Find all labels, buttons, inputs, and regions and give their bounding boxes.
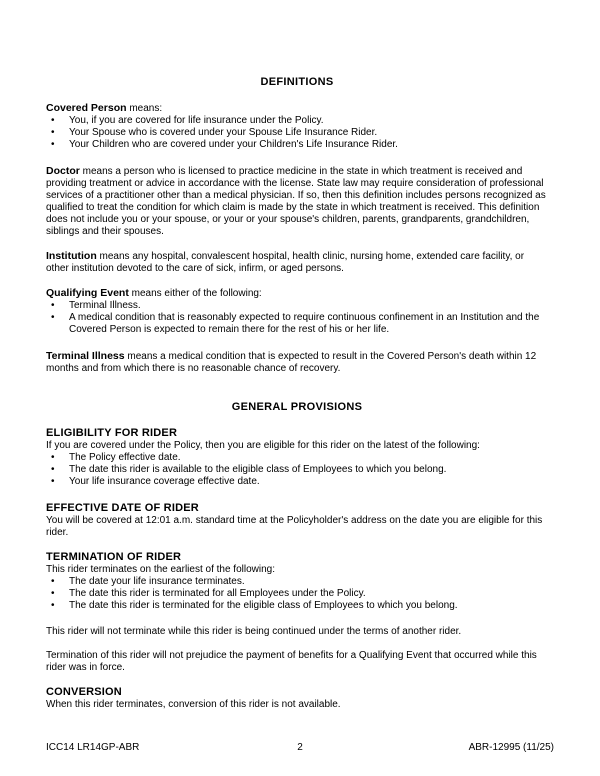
qualifying-event-term: Qualifying Event bbox=[46, 287, 129, 299]
doctor-term: Doctor bbox=[46, 165, 80, 177]
list-item: • Your Children who are covered under your Children's Life Insurance Rider. bbox=[46, 139, 548, 151]
effective-date-body: You will be covered at 12:01 a.m. standard time at the Policyholder's address on the date you are eligible for this rider. bbox=[46, 515, 543, 538]
footer-page-number: 2 bbox=[297, 742, 303, 753]
footer-doc-number: ABR-12995 (11/25) bbox=[468, 742, 554, 753]
effective-date-heading: EFFECTIVE DATE OF RIDER bbox=[46, 502, 199, 514]
covered-person-definition bbox=[46, 102, 548, 115]
conversion-body: When this rider terminates, conversion of this rider is not available. bbox=[46, 699, 341, 710]
terminal-illness-text: means a medical condition that is expected to result in the Covered Person's death within 12 months and from which there is no reasonable chance of recovery. bbox=[46, 351, 537, 374]
eligibility-list bbox=[46, 452, 548, 488]
doctor-definition bbox=[46, 165, 548, 238]
list-item: • A medical condition that is reasonably expected to require continuous confinement in an Institution and the Covered Person is expected to remain there for the rest of his or her life. bbox=[46, 312, 548, 336]
list-item: • Terminal Illness. bbox=[46, 300, 548, 312]
doctor-text: means a person who is licensed to practice medicine in the state in which treatment is received and providing treatment or advice in accordance with the license. State law may require consideration of professional services of a practitioner other than a medical physician. If so, then this definition includes persons recognized as qualified to treat the condition for which claim is made by the state in which treatment is received. This definition does not include you or your spouse, or your or your spouse's children, parents, grandparents, grandchildren, siblings and their spouses. bbox=[46, 166, 546, 237]
covered-person-list bbox=[46, 115, 548, 151]
definitions-heading: DEFINITIONS bbox=[260, 76, 334, 88]
list-item: • The Policy effective date. bbox=[46, 452, 548, 464]
terminal-illness-definition bbox=[46, 350, 548, 375]
list-item: • You, if you are covered for life insurance under the Policy. bbox=[46, 115, 548, 127]
list-item: • The date this rider is terminated for all Employees under the Policy. bbox=[46, 588, 548, 600]
list-item: • The date this rider is available to the eligible class of Employees to which you belong. bbox=[46, 464, 548, 476]
termination-list bbox=[46, 576, 548, 612]
qualifying-event-list bbox=[46, 300, 548, 336]
list-item: • The date your life insurance terminates. bbox=[46, 576, 548, 588]
list-item: • The date this rider is terminated for the eligible class of Employees to which you belong. bbox=[46, 600, 548, 612]
termination-heading: TERMINATION OF RIDER bbox=[46, 551, 182, 563]
page-footer bbox=[46, 742, 554, 754]
eligibility-heading: ELIGIBILITY FOR RIDER bbox=[46, 427, 178, 439]
qualifying-event-definition bbox=[46, 287, 548, 300]
footer-form-number: ICC14 LR14GP-ABR bbox=[46, 742, 140, 753]
termination-intro: This rider terminates on the earliest of the following: bbox=[46, 564, 275, 575]
list-item: • Your Spouse who is covered under your Spouse Life Insurance Rider. bbox=[46, 127, 548, 139]
institution-term: Institution bbox=[46, 250, 97, 262]
terminal-illness-term: Terminal Illness bbox=[46, 350, 125, 362]
qualifying-event-text: means either of the following: bbox=[131, 288, 262, 299]
conversion-heading: CONVERSION bbox=[46, 686, 122, 698]
termination-note: This rider will not terminate while this rider is being continued under the terms of another rider. bbox=[46, 626, 462, 637]
eligibility-intro: If you are covered under the Policy, then you are eligible for this rider on the latest of the following: bbox=[46, 440, 480, 451]
termination-benefits-note: Termination of this rider will not prejudice the payment of benefits for a Qualifying Event that occurred while this rider was in force. bbox=[46, 650, 537, 673]
list-item: • Your life insurance coverage effective date. bbox=[46, 476, 548, 488]
covered-person-text: means: bbox=[129, 103, 163, 114]
institution-definition bbox=[46, 250, 548, 275]
covered-person-term: Covered Person bbox=[46, 102, 127, 114]
general-provisions-heading: GENERAL PROVISIONS bbox=[231, 401, 363, 413]
institution-text: means any hospital, convalescent hospital, health clinic, nursing home, extended care facility, or other institution devoted to the care of sick, infirm, or aged persons. bbox=[46, 251, 525, 274]
